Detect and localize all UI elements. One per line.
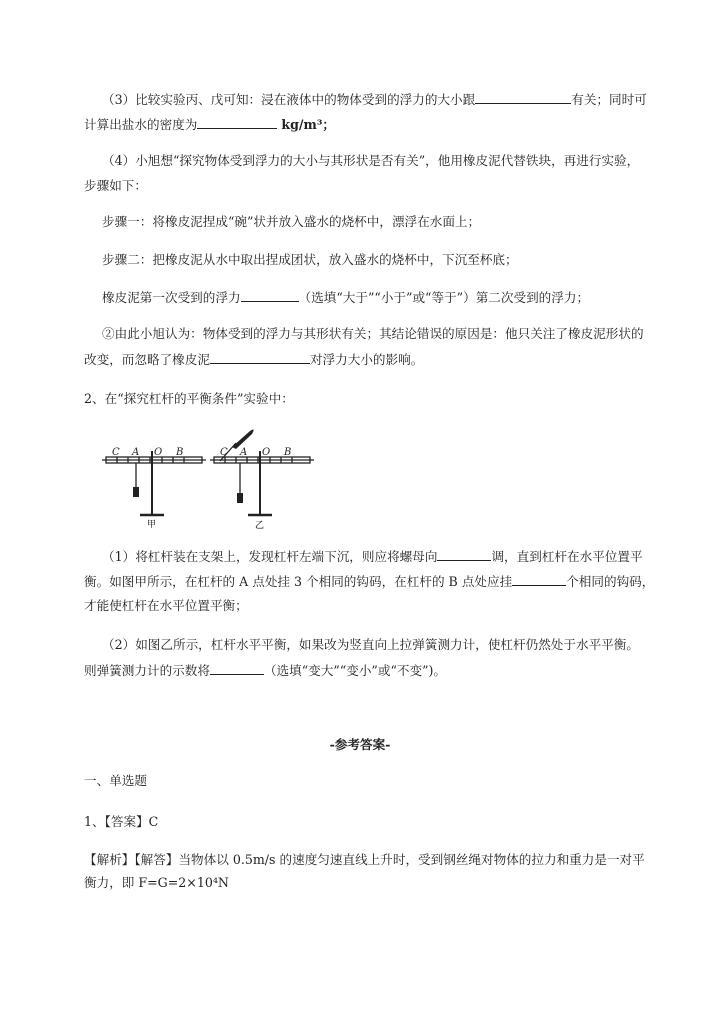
answer-blank [437,548,491,561]
label-a: A [132,447,140,458]
q2-p2-line1: （2）如图乙所示，杠杆水平平衡，如果改为竖直向上拉弹簧测力计，使杠杆仍然处于水平平衡。 [102,637,639,652]
answer-blank [210,662,264,675]
label-c: C [112,447,120,458]
q2-p1-line3: 才能使杠杆在水平位置平衡； [84,598,248,613]
label-b: B [176,447,184,458]
q3-line2: 计算出盐水的密度为 kg/m³； [84,117,335,132]
label-c: C [220,447,228,458]
explanation-line2: 衡力，即 F=G=2×10⁴N [84,875,229,890]
answer-1: 1、【答案】C [84,814,159,829]
q4-line1: （4）小旭想“探究物体受到浮力的大小与其形状是否有关”，他用橡皮泥代替铁块，再进行实验， [102,153,640,168]
q3-line1: （3）比较实验丙、戊可知：浸在液体中的物体受到的浮力的大小跟 有关；同时可 [102,92,647,107]
label-b: B [284,447,292,458]
answer-blank [512,573,566,586]
q4-line2: 步骤如下： [84,178,147,193]
label-o: O [262,447,271,458]
answer-blank [241,289,299,302]
lever-figure [100,425,320,530]
caption-yi: 乙 [255,521,265,530]
q4-step2: 步骤二：把橡皮泥从水中取出捏成团状，放入盛水的烧杯中，下沉至杯底； [102,252,518,267]
answer-blank [210,351,310,364]
q4-conclusion2: 改变，而忽略了橡皮泥 对浮力大小的影响。 [84,352,424,367]
explanation-line1: 【解析】【解答】当物体以 0.5m/s 的速度匀速直线上升时，受到钢丝绳对物体的拉力和重力是一对平 [84,852,645,867]
q4-step1: 步骤一：将橡皮泥捏成“碗”状并放入盛水的烧杯中，漂浮在水面上； [102,214,481,229]
q4-compare: 橡皮泥第一次受到的浮力 （选填“大于”“小于”或“等于”）第二次受到的浮力； [102,290,590,305]
answer-blank [197,116,277,129]
answer-blank [475,91,571,104]
q2-p1-line1: （1）将杠杆装在支架上，发现杠杆左端下沉，则应将螺母向 调，直到杠杆在水平位置平 [102,549,643,564]
q2-p2-line2: 则弹簧测力计的示数将 （选填“变大”“变小”或“不变”)。 [84,663,447,678]
label-o: O [154,447,163,458]
caption-jia: 甲 [147,520,157,530]
section-title: 一、单选题 [84,773,147,788]
q2-title: 2、在“探究杠杆的平衡条件”实验中： [84,391,294,406]
answers-heading: -参考答案- [329,737,391,752]
q2-p1-line2: 衡。如图甲所示，在杠杆的 A 点处挂 3 个相同的钩码，在杠杆的 B 点处应挂 个相同的钩码， [84,574,655,589]
label-a: A [240,447,248,458]
q4-conclusion1: ②由此小旭认为：物体受到的浮力与其形状有关；其结论错误的原因是：他只关注了橡皮泥形状的 [102,326,644,341]
